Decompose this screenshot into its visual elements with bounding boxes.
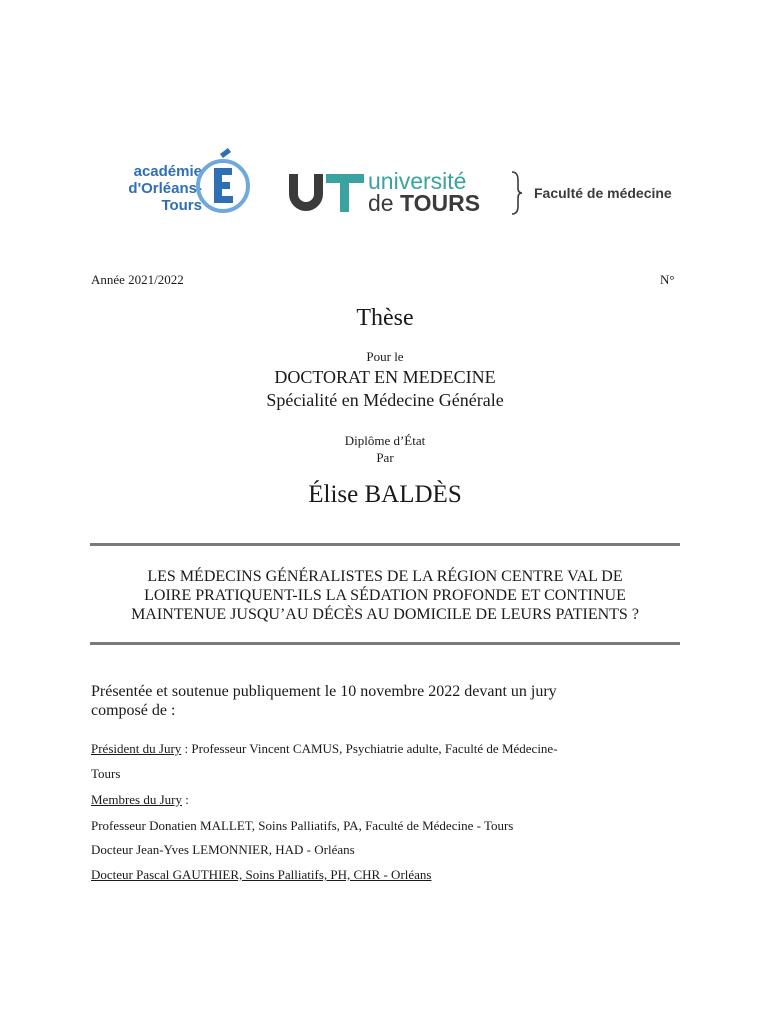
academie-logo-text xyxy=(94,163,202,214)
annee-label: Année 2021/2022 xyxy=(91,272,184,287)
tours-label: TOURS xyxy=(399,190,481,216)
membres-label: Membres du Jury xyxy=(91,792,182,807)
soutenance-line2: composé de : xyxy=(91,702,176,719)
membres-colon: : xyxy=(182,792,189,807)
jury-president-cont: Tours xyxy=(91,766,121,781)
thesis-title-line1: LES MÉDECINS GÉNÉRALISTES DE LA RÉGION CENTRE VAL DE xyxy=(147,568,623,585)
soutenance-line1: Présentée et soutenue publiquement le 10 novembre 2022 devant un jury xyxy=(91,683,557,700)
diplome-label: Diplôme d’État xyxy=(344,433,426,448)
these-heading: Thèse xyxy=(356,305,414,331)
par-label: Par xyxy=(376,450,394,465)
title-top-rule xyxy=(90,543,680,546)
de-label: de xyxy=(368,190,400,216)
thesis-title xyxy=(0,567,770,624)
president-label: Président du Jury xyxy=(91,741,182,756)
jury-president xyxy=(91,741,558,757)
jury-membres-heading xyxy=(91,792,189,808)
title-bottom-rule xyxy=(90,642,680,645)
author-name: Élise BALDÈS xyxy=(308,481,462,508)
jury-membre-3: Docteur Pascal GAUTHIER, Soins Palliatifs, PH, CHR - Orléans xyxy=(91,867,432,882)
brace-separator-icon xyxy=(508,170,524,216)
jury-membre-1: Professeur Donatien MALLET, Soins Palliatifs, PA, Faculté de Médecine - Tours xyxy=(91,818,514,833)
academie-line1: académie xyxy=(133,163,202,180)
academie-e-logo-icon xyxy=(196,144,250,216)
soutenance-text xyxy=(91,682,651,720)
universite-tours-logo-text xyxy=(368,170,480,214)
numero-label: N° xyxy=(660,272,675,287)
specialite-label: Spécialité en Médecine Générale xyxy=(266,390,504,410)
doctorat-label: DOCTORAT EN MEDECINE xyxy=(274,367,496,387)
universite-tours-mark-icon xyxy=(286,166,366,216)
jury-membre-2: Docteur Jean-Yves LEMONNIER, HAD - Orléans xyxy=(91,842,355,857)
thesis-title-line2: LOIRE PRATIQUENT-ILS LA SÉDATION PROFONDE ET CONTINUE xyxy=(144,587,626,604)
thesis-title-line3: MAINTENUE JUSQU’AU DÉCÈS AU DOMICILE DE LEURS PATIENTS ? xyxy=(131,606,639,623)
universite-label: université xyxy=(368,168,467,194)
academie-line2: d'Orléans-Tours xyxy=(128,180,202,214)
de-tours-label xyxy=(368,192,480,214)
faculte-label: Faculté de médecine xyxy=(534,185,672,201)
president-text: : Professeur Vincent CAMUS, Psychiatrie adulte, Faculté de Médecine- xyxy=(181,741,558,756)
pour-le-label: Pour le xyxy=(366,349,404,364)
